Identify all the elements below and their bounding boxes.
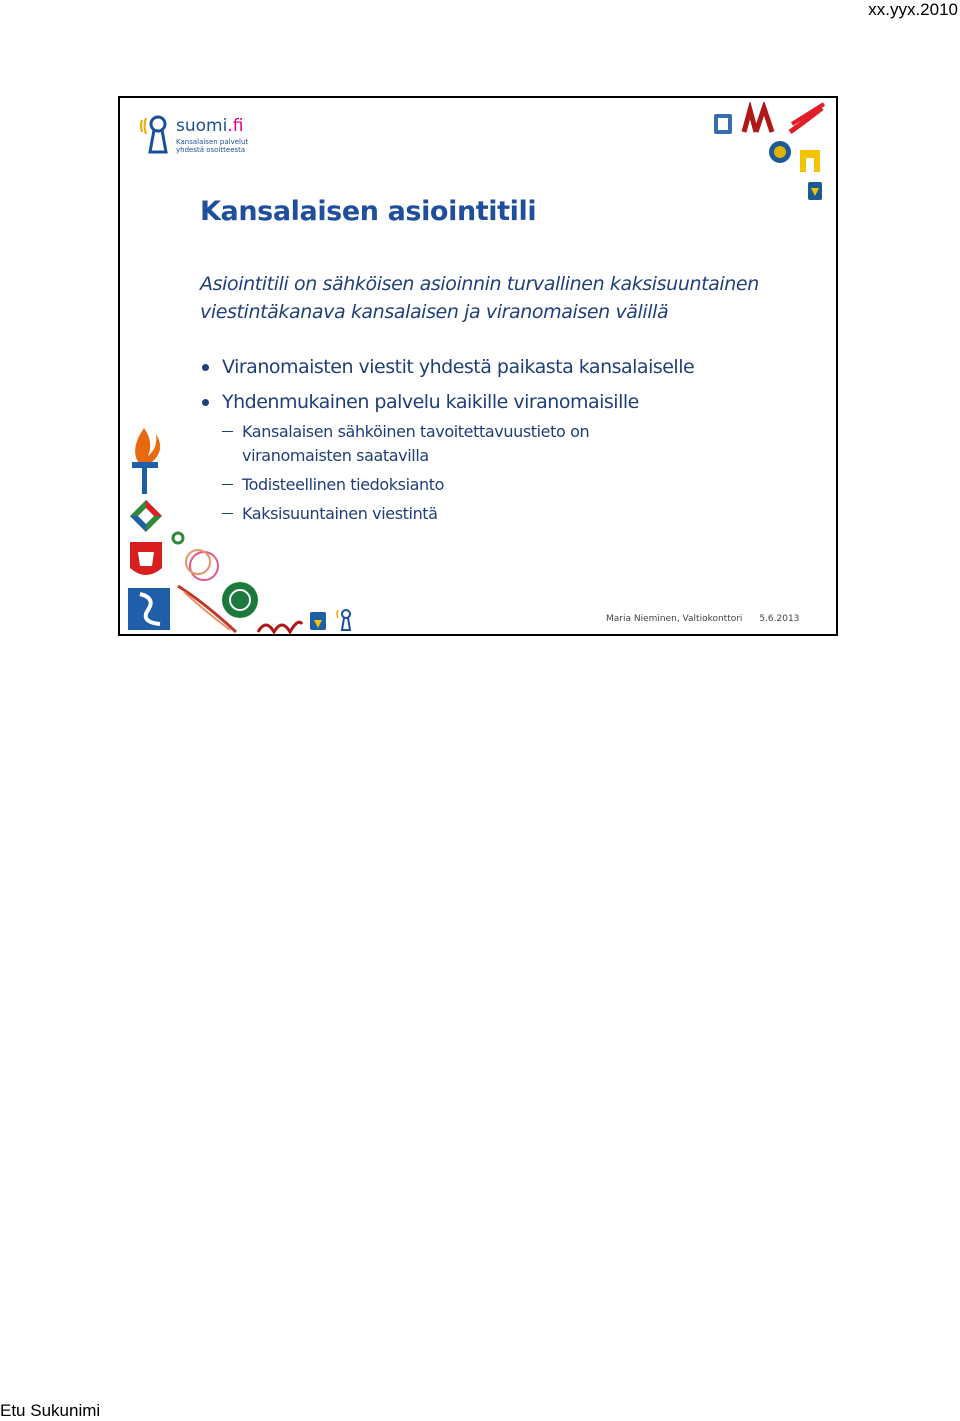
slide-footer-date: 5.6.2013 <box>759 614 800 624</box>
deer-shield-icon <box>130 542 162 575</box>
bullet-item: Viranomaisten viestit yhdestä paikasta kansalaiselle <box>200 350 820 385</box>
ribbon-icon <box>186 550 218 580</box>
suomi-fi-keyhole-icon <box>138 110 174 158</box>
sub-bullet-item: Todisteellinen tiedoksianto <box>200 473 820 497</box>
page-date: xx.yyx.2010 <box>868 0 958 19</box>
swan-icon <box>128 588 170 630</box>
diamond-icon <box>130 500 162 532</box>
rings-icon <box>173 533 183 543</box>
slide <box>118 96 838 636</box>
waves-icon <box>258 622 302 632</box>
bullet-item: Yhdenmukainen palvelu kaikille viranomaisille <box>200 385 820 420</box>
green-seal-icon <box>222 582 258 618</box>
municipal-logos-right <box>712 102 832 212</box>
torch-icon <box>132 428 160 494</box>
slide-footer <box>606 614 799 624</box>
municipal-coat-of-arms-icons <box>712 102 832 212</box>
partner-logos <box>126 428 366 634</box>
small-keyhole-icon <box>337 610 350 630</box>
logo-wordmark: suomi.fi <box>176 116 244 136</box>
page-footer: Etu Sukunimi <box>0 1401 101 1420</box>
intro-text: Asiointitili on sähköisen asioinnin turvallinen kaksisuuntainen viestintäkanava kansalaisen ja viranomaisen välillä <box>200 273 759 323</box>
sub-bullet-item: Kansalaisen sähköinen tavoitettavuustieto on viranomaisten saatavilla <box>200 420 820 468</box>
slide-footer-author: Maria Nieminen, Valtiokonttori <box>606 614 743 624</box>
slide-title: Kansalaisen asiointitili <box>200 196 537 227</box>
sub-bullet-item: Kaksisuuntainen viestintä <box>200 502 820 526</box>
logo-tagline: Kansalaisen palvelut yhdestä osoitteesta <box>176 138 249 154</box>
small-crest-icon <box>310 612 326 630</box>
municipal-logos-left <box>126 428 366 634</box>
suomi-fi-logo <box>138 110 258 160</box>
